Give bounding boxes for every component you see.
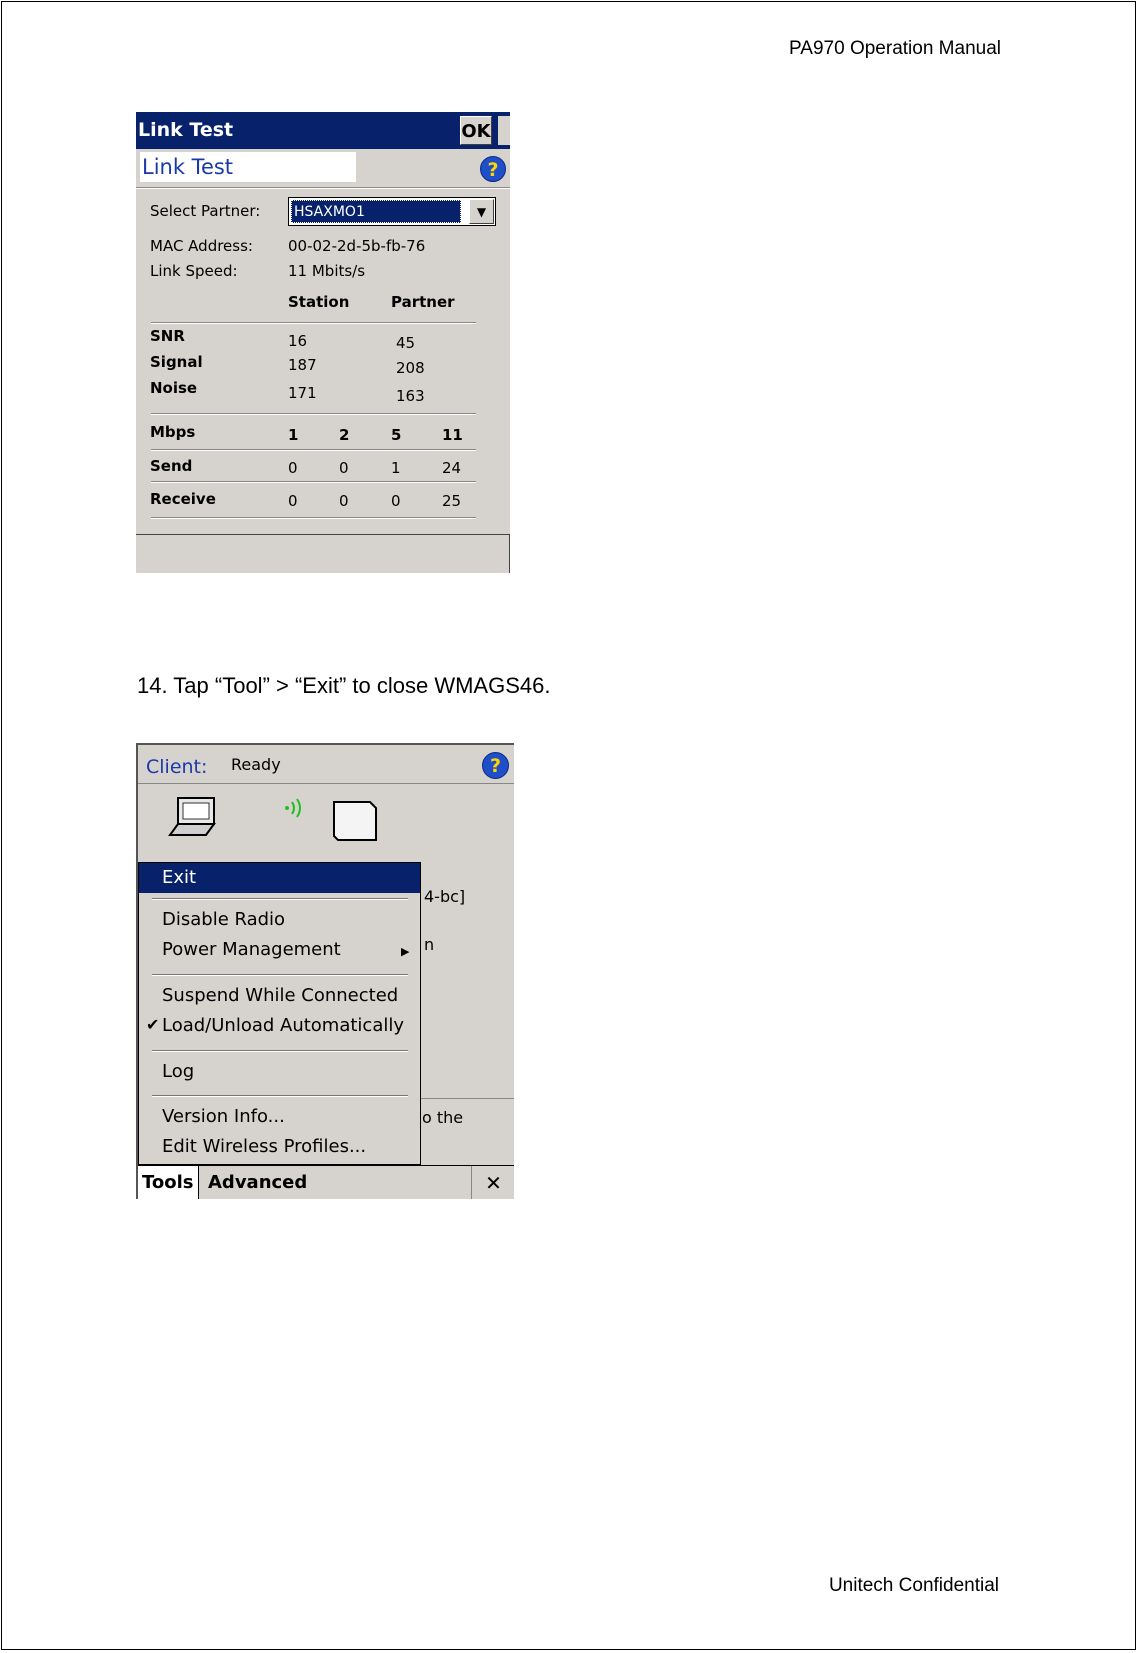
divider [151,449,476,451]
titlebar-edge [498,116,510,145]
speed-value: 11 Mbits/s [288,262,366,280]
station-value: 187 [288,356,317,374]
page-footer: Unitech Confidential [828,1575,999,1596]
title-bar [136,112,510,149]
receive-value: 0 [288,492,298,510]
row-label: Signal [150,353,203,371]
mac-label: MAC Address: [150,237,253,255]
menu-item-edit-profiles[interactable]: Edit Wireless Profiles... [162,1136,367,1157]
send-value: 24 [442,459,462,477]
link-test-screenshot [136,112,510,573]
partner-value: 45 [396,334,416,352]
tab-tools[interactable]: Tools [138,1166,199,1199]
receive-value: 25 [442,492,462,510]
send-value: 1 [391,459,401,477]
client-label: Client: [146,756,208,778]
access-point-icon [330,798,382,844]
station-value: 16 [288,332,308,350]
divider [151,517,476,519]
client-screenshot [136,743,514,1199]
menu-separator [152,974,408,976]
partner-value: 163 [396,387,425,405]
partner-value: 208 [396,359,425,377]
menu-separator [152,1050,408,1052]
rate-value: 11 [442,426,463,444]
divider [136,187,510,189]
menu-item-log[interactable]: Log [162,1061,195,1082]
menu-item-version-info[interactable]: Version Info... [162,1106,285,1127]
menu-separator [152,898,408,900]
client-header [138,745,514,784]
divider [151,481,476,483]
client-status: Ready [231,755,281,774]
help-icon[interactable]: ? [480,156,506,182]
instruction-text: 14. Tap “Tool” > “Exit” to close WMAGS46. [137,673,551,698]
close-icon[interactable]: ✕ [471,1166,514,1199]
chevron-down-icon[interactable]: ▼ [469,199,494,224]
tools-menu [138,862,421,1165]
row-label: SNR [150,327,185,345]
menu-item-power-management[interactable]: Power Management [162,939,341,960]
divider [151,322,476,324]
send-label: Send [150,457,193,475]
background-text: o the [422,1108,464,1127]
row-label: Noise [150,379,198,397]
select-partner-label: Select Partner: [150,202,261,220]
page-header: PA970 Operation Manual [789,38,1001,59]
bottom-tab-bar [138,1165,514,1199]
rate-value: 1 [288,426,299,444]
mbps-label: Mbps [150,423,196,441]
partner-select-value: HSAXMO1 [291,200,461,223]
rate-value: 2 [339,426,350,444]
menu-item-exit[interactable]: Exit [139,863,420,893]
submenu-arrow-icon: ▶ [401,945,410,958]
mac-value: 00-02-2d-5b-fb-76 [288,237,426,255]
background-text: 4-bc] [424,887,466,906]
rate-value: 5 [391,426,402,444]
menu-item-suspend[interactable]: Suspend While Connected [162,985,399,1006]
page-subtitle: Link Test [140,152,356,182]
menu-item-load-unload[interactable]: Load/Unload Automatically [162,1015,405,1036]
background-text: n [424,935,435,954]
help-icon[interactable]: ? [482,752,509,779]
receive-value: 0 [391,492,401,510]
laptop-icon [166,795,218,841]
ok-button[interactable]: OK [460,116,492,145]
send-value: 0 [288,459,298,477]
menu-item-disable-radio[interactable]: Disable Radio [162,909,286,930]
receive-value: 0 [339,492,349,510]
tab-advanced[interactable]: Advanced [208,1172,308,1193]
signal-icon [283,797,305,819]
col-partner: Partner [391,293,455,311]
menu-separator [152,1095,408,1097]
col-station: Station [288,293,350,311]
station-value: 171 [288,384,317,402]
receive-label: Receive [150,490,216,508]
window-title: Link Test [138,119,234,141]
status-bar [136,534,510,573]
partner-select[interactable] [288,197,496,226]
speed-label: Link Speed: [150,262,238,280]
send-value: 0 [339,459,349,477]
checkmark-icon: ✔ [146,1015,160,1034]
divider [151,413,476,415]
